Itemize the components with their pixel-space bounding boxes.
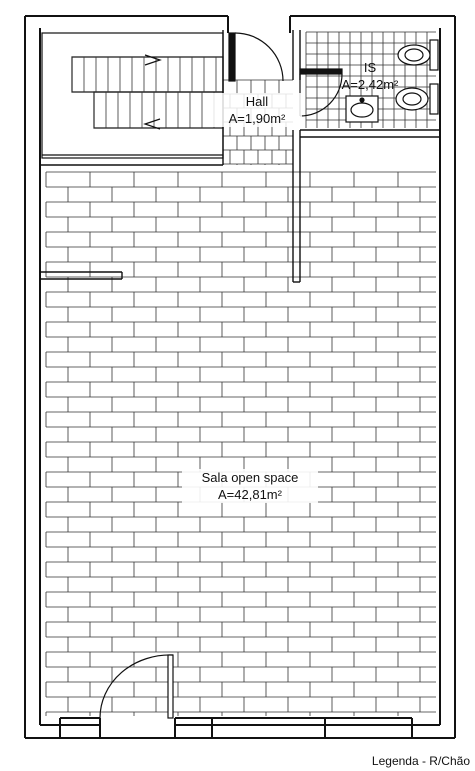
- sala-name: Sala open space: [201, 470, 299, 485]
- hall-label: [212, 93, 302, 127]
- is-label: [322, 59, 418, 93]
- hall-area: A=1,90m²: [228, 111, 286, 126]
- entrance-door-leaf: [168, 655, 173, 718]
- is-area: A=2,42m²: [341, 77, 399, 92]
- legend-caption: Legenda - R/Chão: [371, 754, 470, 768]
- sala-label: [182, 469, 318, 503]
- staircase: [42, 33, 223, 158]
- hall-door-leaf: [229, 33, 235, 81]
- is-name: IS: [363, 60, 377, 75]
- washbasin-icon: [346, 96, 378, 122]
- hall-name: Hall: [245, 94, 269, 109]
- sala-area: A=42,81m²: [218, 487, 282, 502]
- sala-floor-tiles: [46, 130, 440, 716]
- hall-door-swing: [235, 33, 283, 81]
- entrance-door-swing: [100, 655, 173, 718]
